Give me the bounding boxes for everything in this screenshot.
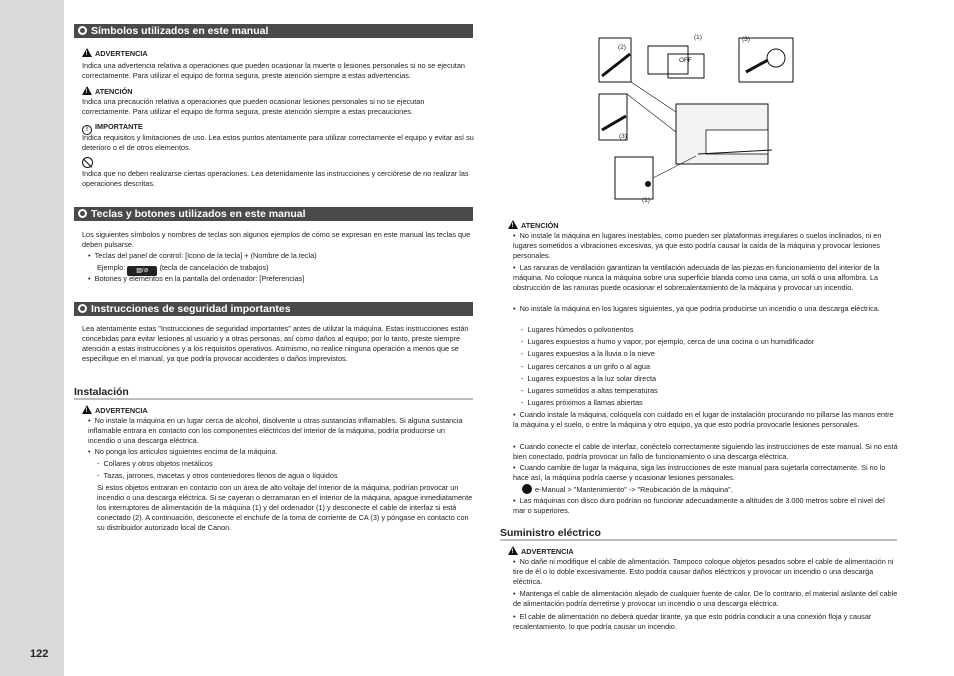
installation-bullet-2: • No ponga los artículos siguientes encima de la máquina. xyxy=(88,447,278,456)
installation-warning-label: !ADVERTENCIA xyxy=(82,405,148,416)
important-description: Indica requisitos y limitaciones de uso. Lea estos puntos atentamente para utilizar correctamente el equipo y evitar así su deterioro o el de otros elementos. xyxy=(82,133,474,152)
caution-bullet-7: • Las máquinas con disco duro podrían no funcionar adecuadamente a altitudes de 3.000 metros sobre el nivel del mar o superiores. xyxy=(513,496,885,515)
installation-bullet-2-detail: Si estos objetos entraran en contacto con un área de alto voltaje del interior de la máquina, podrían provocar un incendio o una descarga eléctrica. Si se cayeran o derramaran en el interior de la máquina, apague inmediatamente los interruptores de alimentación de la máquina (1) y del ordenador (1) y desconecte el cable de interfaz si está conectado (2). A continuación, desconecte el enchufe de la toma de corriente de CA (3) y póngase en contacto con su distribuidor autorizado local de Canon. xyxy=(97,483,473,532)
power-bullet-1: • No dañe ni modifique el cable de alimentación. Tampoco coloque objetos pesados sobre el cable de alimentación ni tire de él o lo doble excesivamente. Esto podría causar daños eléctricos y provocar un incendio o una descarga eléctrica. xyxy=(513,557,894,586)
caution-icon xyxy=(508,220,518,229)
caution-dash-3: - Lugares expuestos a la lluvia o la nieve xyxy=(521,349,655,358)
caution-description: Indica una precaución relativa a operaciones que pueden ocasionar lesiones personales si no se ejecutan correctamente. Para utilizar el equipo de forma segura, preste atención siempre a estas precauciones. xyxy=(82,97,425,116)
warning-icon xyxy=(82,48,92,57)
power-bullet-2: • Mantenga el cable de alimentación alejado de cualquier fuente de calor. De lo contrario, el material aislante del cable de alimentación podría derretirse y provocar un incendio o una descarga eléctrica. xyxy=(513,589,898,608)
prohibited-icon xyxy=(82,157,93,168)
figure-label: (3) xyxy=(742,36,750,43)
caution-bullet-2: • Las ranuras de ventilación garantizan la ventilación adecuada de las piezas en funcionamiento del interior de la máquina. No coloque nunca la máquina sobre una superficie blanda como una cama, un sofá o una alfombra. La obstrucción de las ranuras puede ocasionar el sobrecalentamiento de la máquina y provocar un incendio. xyxy=(513,263,880,292)
caution-dash-7: - Lugares próximos a llamas abiertas xyxy=(521,398,643,407)
important-label: ! IMPORTANTE xyxy=(82,122,143,135)
installation-dash-2: - Tazas, jarrones, macetas y otros contenedores llenos de agua o líquidos xyxy=(97,471,338,480)
caution-bullet-3: • No instale la máquina en los lugares siguientes, ya que podría producirse un incendio o una descarga eléctrica. xyxy=(513,304,880,313)
caution-dash-5: - Lugares expuestos a la luz solar directa xyxy=(521,374,657,383)
section-bullet-icon xyxy=(78,209,87,218)
section-bullet-icon xyxy=(78,26,87,35)
page-number: 122 xyxy=(30,648,49,660)
warning-icon xyxy=(508,546,518,555)
section-header-keys: Teclas y botones utilizados en este manual xyxy=(74,207,473,221)
caution-bullet-1: • No instale la máquina en lugares inestables, como pueden ser plataformas irregulares o suelos inclinados, ni en lugares sometidos a vibraciones excesivas, ya que esto podría causar la caída de la máquina y provocar lesiones personales. xyxy=(513,231,882,260)
keys-bullet-1: • Teclas del panel de control: [Icono de la tecla] + (Nombre de la tecla) xyxy=(88,251,317,260)
caution-bullet-5: • Cuando conecte el cable de interfaz, conéctelo correctamente siguiendo las instrucciones de este manual. Si no está bien conectado, podría provocar un fallo de funcionamiento o una descarga eléctrica. xyxy=(513,442,898,461)
caution-dash-6: - Lugares sometidos a altas temperaturas xyxy=(521,386,658,395)
caution-icon xyxy=(82,86,92,95)
keys-intro: Los siguientes símbolos y nombres de teclas son algunos ejemplos de cómo se expresan en este manual las teclas que deben pulsarse. xyxy=(82,230,471,249)
section-header-symbols: Símbolos utilizados en este manual xyxy=(74,24,473,38)
prohibited-description: Indica que no deben realizarse ciertas operaciones. Lea detenidamente las instrucciones y cerciórese de no realizar las operaciones descritas. xyxy=(82,169,469,188)
caution-dash-1: - Lugares húmedos o polvorientos xyxy=(521,325,634,334)
section-header-safety: Instrucciones de seguridad importantes xyxy=(74,302,473,316)
figure-label: (2) xyxy=(618,44,626,51)
warning-label: !ADVERTENCIA xyxy=(82,48,148,59)
caution-label: !ATENCIÓN xyxy=(82,86,133,97)
power-warning-label: !ADVERTENCIA xyxy=(508,546,574,557)
figure-label: (3) xyxy=(619,133,627,140)
power-bullet-3: • El cable de alimentación no deberá quedar tirante, ya que esto podría conducir a una conexión floja y causar recalentamiento, lo que podría causar un incendio. xyxy=(513,612,872,631)
installation-dash-1: - Collares y otros objetos metálicos xyxy=(97,459,213,468)
caution-bullet-4: • Cuando instale la máquina, colóquela con cuidado en el lugar de instalación procurando no pillarse las manos entre la máquina y el suelo, o entre la máquina y otro equipo, ya que esto podría provocarle lesiones personales. xyxy=(513,410,894,429)
installation-bullet-1: • No instale la máquina en un lugar cerca de alcohol, disolvente u otras sustancias inflamables. Si alguna sustancia inflamable entrara en contacto con los componentes eléctricos del interior de la máquina, podría producirse un incendio o una descarga eléctrica. xyxy=(88,416,463,445)
figure-label: (1) xyxy=(642,197,650,204)
subsection-power-supply: Suministro eléctrico xyxy=(500,527,897,541)
figure-label: OFF xyxy=(679,57,692,64)
keys-example: Ejemplo: ▨/⊘ (tecla de cancelación de trabajos) xyxy=(97,263,269,274)
subsection-installation: Instalación xyxy=(74,386,473,400)
warning-icon xyxy=(82,405,92,414)
keys-bullet-2: • Botones y elementos en la pantalla del ordenador: [Preferencias] xyxy=(88,274,305,283)
warning-description: Indica una advertencia relativa a operaciones que pueden ocasionar la muerte o lesiones personales si no se ejecutan correctamente. Para utilizar el equipo de forma segura, preste atención siempre a estas advertencias. xyxy=(82,61,465,80)
caution-dash-4: - Lugares cercanos a un grifo o al agua xyxy=(521,362,651,371)
caution-bullet-6: • Cuando cambie de lugar la máquina, siga las instrucciones de este manual para sujetarla correctamente. Si no lo hace así, la máquina podría caerse y ocasionar lesiones personales. xyxy=(513,463,886,482)
caution-dash-2: - Lugares expuestos a humo y vapor, por ejemplo, cerca de una cocina o un humidificador xyxy=(521,337,815,346)
installation-illustration xyxy=(596,32,806,212)
cancel-key-icon: ▨/⊘ xyxy=(127,266,157,276)
important-icon: ! xyxy=(82,125,92,135)
emanual-link[interactable]: e-Manual > "Mantenimiento" -> "Reubicación de la máquina". xyxy=(522,484,898,495)
right-caution-label: !ATENCIÓN xyxy=(508,220,559,231)
page-gutter xyxy=(0,0,64,676)
safety-intro: Lea atentamente estas "Instrucciones de seguridad importantes" antes de utilizar la máquina. Estas instrucciones están concebidas para evitar lesiones al usuario y a otras personas, así como daños al equipo; por lo tanto, preste siempre atención a estas instrucciones y a los requisitos operativos. Asimismo, no realice ninguna operación a menos que se especifique en el manual, ya que podría provocar accidentes o daños imprevistos. xyxy=(82,324,469,363)
figure-label: (1) xyxy=(694,34,702,41)
emanual-icon xyxy=(522,484,532,494)
section-bullet-icon xyxy=(78,304,87,313)
